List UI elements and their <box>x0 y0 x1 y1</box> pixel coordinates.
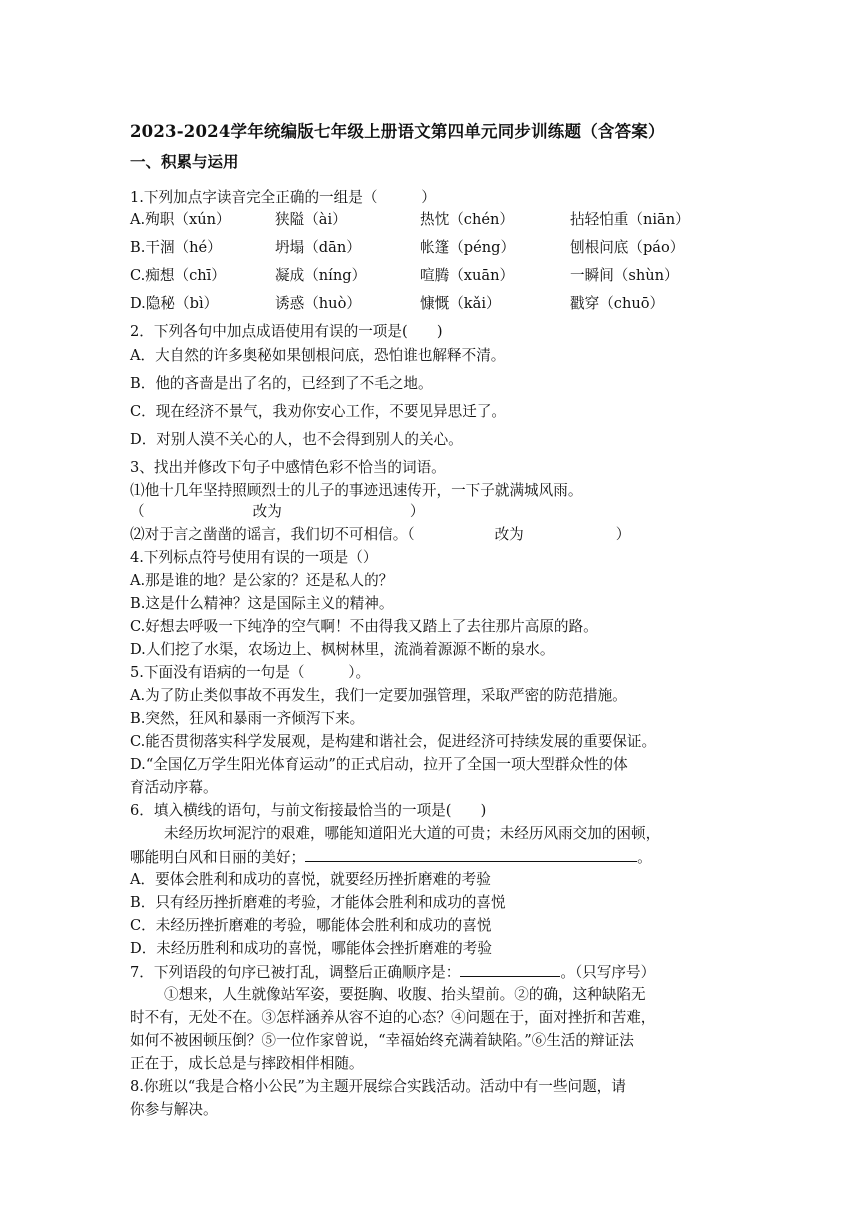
q1-b-3: 帐篷（péng） <box>420 239 516 256</box>
q6-passage-line2 <box>130 847 740 868</box>
q2-option-a: A．大自然的许多奥秘如果刨根问底，恐怕谁也解释不清。 <box>130 347 506 364</box>
q1-option-a <box>130 210 740 230</box>
q1-option-d <box>130 294 740 314</box>
q6-option-a: A．要体会胜利和成功的喜悦，就要经历挫折磨难的考验 <box>130 871 491 888</box>
q7-answer-blank[interactable] <box>460 962 560 977</box>
q1-option-b <box>130 238 740 258</box>
q6-passage-end: 。 <box>637 849 652 866</box>
q1-c-2: 凝成（níng） <box>275 267 367 284</box>
q7-stem <box>130 962 740 983</box>
q1-a-4: 拈轻怕重（niān） <box>570 211 690 228</box>
q2-option-d: D．对别人漠不关心的人，也不会得到别人的关心。 <box>130 431 463 448</box>
q1-b-1: B.干涸（hé） <box>130 239 222 256</box>
q2-option-c: C．现在经济不景气，我劝你安心工作，不要见异思迁了。 <box>130 403 507 420</box>
q1-d-1: D.隐秘（bì） <box>130 295 219 312</box>
q1-d-2: 诱惑（huò） <box>275 295 361 312</box>
q3-sentence-2 <box>130 525 740 545</box>
q3-sentence-1: ⑴他十几年坚持照顾烈士的儿子的事迹迅速传开，一下子就满城风雨。 <box>130 482 583 499</box>
q4-option-a: A.那是谁的地？是公家的？还是私人的？ <box>130 572 394 589</box>
q3-s1-open: （ <box>130 503 145 520</box>
q6-stem: 6．填入横线的语句，与前文衔接最恰当的一项是( ) <box>130 802 487 819</box>
q1-b-2: 坍塌（dān） <box>275 239 361 256</box>
q4-stem: 4.下列标点符号使用有误的一项是（） <box>130 549 378 566</box>
q5-option-d-line1: D.“全国亿万学生阳光体育运动”的正式启动，拉开了全国一项大型群众性的体 <box>130 756 628 773</box>
q4-option-d: D.人们挖了水渠，农场边上、枫树林里，流淌着源源不断的泉水。 <box>130 641 555 658</box>
q3-s2-close: ） <box>615 526 631 543</box>
q6-option-b: B．只有经历挫折磨难的考验，才能体会胜利和成功的喜悦 <box>130 894 506 911</box>
q7-stem-text: 7．下列语段的句序已被打乱，调整后正确顺序是： <box>130 964 461 981</box>
q3-s2-mid: 改为 <box>494 526 524 543</box>
q6-answer-blank[interactable] <box>305 847 637 862</box>
q1-option-c <box>130 266 740 286</box>
q6-option-c: C．未经历挫折磨难的考验，哪能体会胜利和成功的喜悦 <box>130 917 492 934</box>
q1-a-1: A.殉职（xún） <box>130 211 231 228</box>
q5-option-a: A.为了防止类似事故不再发生，我们一定要加强管理，采取严密的防范措施。 <box>130 687 627 704</box>
q7-passage-line3: 如何不被困顿压倒？⑤一位作家曾说，“幸福始终充满着缺陷。”⑥生活的辩证法 <box>130 1032 634 1049</box>
q7-stem-end: 。（只写序号） <box>560 964 656 981</box>
q6-passage-line1: 未经历坎坷泥泞的艰难，哪能知道阳光大道的可贵；未经历风雨交加的困顿， <box>164 825 661 842</box>
document-title: 2023-2024学年统编版七年级上册语文第四单元同步训练题（含答案） <box>130 122 665 141</box>
q1-a-3: 热忱（chén） <box>420 211 514 228</box>
section-heading: 一、积累与运用 <box>130 152 239 171</box>
q1-a-2: 狭隘（ài） <box>275 211 347 228</box>
q4-option-c: C.好想去呼吸一下纯净的空气啊！不由得我又踏上了去往那片高原的路。 <box>130 618 598 635</box>
q6-passage-text: 哪能明白风和日丽的美好； <box>130 849 306 866</box>
q3-s1-close: ） <box>409 503 425 520</box>
q7-passage-line1: ①想来，人生就像站军姿，要挺胸、收腹、抬头望前。②的确，这种缺陷无 <box>164 986 646 1003</box>
q1-b-4: 刨根问底（páo） <box>570 239 685 256</box>
q5-option-d-line2: 育活动序幕。 <box>130 779 218 796</box>
q3-stem: 3、找出并修改下句子中感情色彩不恰当的词语。 <box>130 459 446 476</box>
q1-d-3: 慷慨（kǎi） <box>420 295 501 312</box>
q4-option-b: B.这是什么精神？这是国际主义的精神。 <box>130 595 394 612</box>
q3-s1-mid: 改为 <box>252 503 282 520</box>
q1-c-4: 一瞬间（shùn） <box>570 267 679 284</box>
q2-stem: 2．下列各句中加点成语使用有误的一项是( ) <box>130 323 443 340</box>
q1-stem: 1.下列加点字读音完全正确的一组是（ ） <box>130 189 436 206</box>
q5-option-c: C.能否贯彻落实科学发展观，是构建和谐社会，促进经济可持续发展的重要保证。 <box>130 733 657 750</box>
q6-option-d: D．未经历胜利和成功的喜悦，哪能体会挫折磨难的考验 <box>130 940 492 957</box>
q3-s2-text: ⑵对于言之凿凿的谣言，我们切不可相信。（ <box>130 526 415 543</box>
q5-option-b: B.突然，狂风和暴雨一齐倾泻下来。 <box>130 710 365 727</box>
q1-c-3: 喧腾（xuān） <box>420 267 515 284</box>
q5-stem: 5.下面没有语病的一句是（ ）。 <box>130 664 371 681</box>
q1-c-1: C.痴想（chī） <box>130 267 226 284</box>
q7-passage-line4: 正在于，成长总是与摔跤相伴相随。 <box>130 1055 364 1072</box>
q7-passage-line2: 时不有，无处不在。③怎样涵养从容不迫的心态？④问题在于，面对挫折和苦难， <box>130 1009 656 1026</box>
q1-d-4: 戳穿（chuō） <box>570 295 665 312</box>
q8-line1: 8.你班以“我是合格小公民”为主题开展综合实践活动。活动中有一些问题，请 <box>130 1078 626 1095</box>
q8-line2: 你参与解决。 <box>130 1101 218 1118</box>
q3-answer-line-1 <box>130 502 740 522</box>
q2-option-b: B．他的吝啬是出了名的，已经到了不毛之地。 <box>130 375 433 392</box>
